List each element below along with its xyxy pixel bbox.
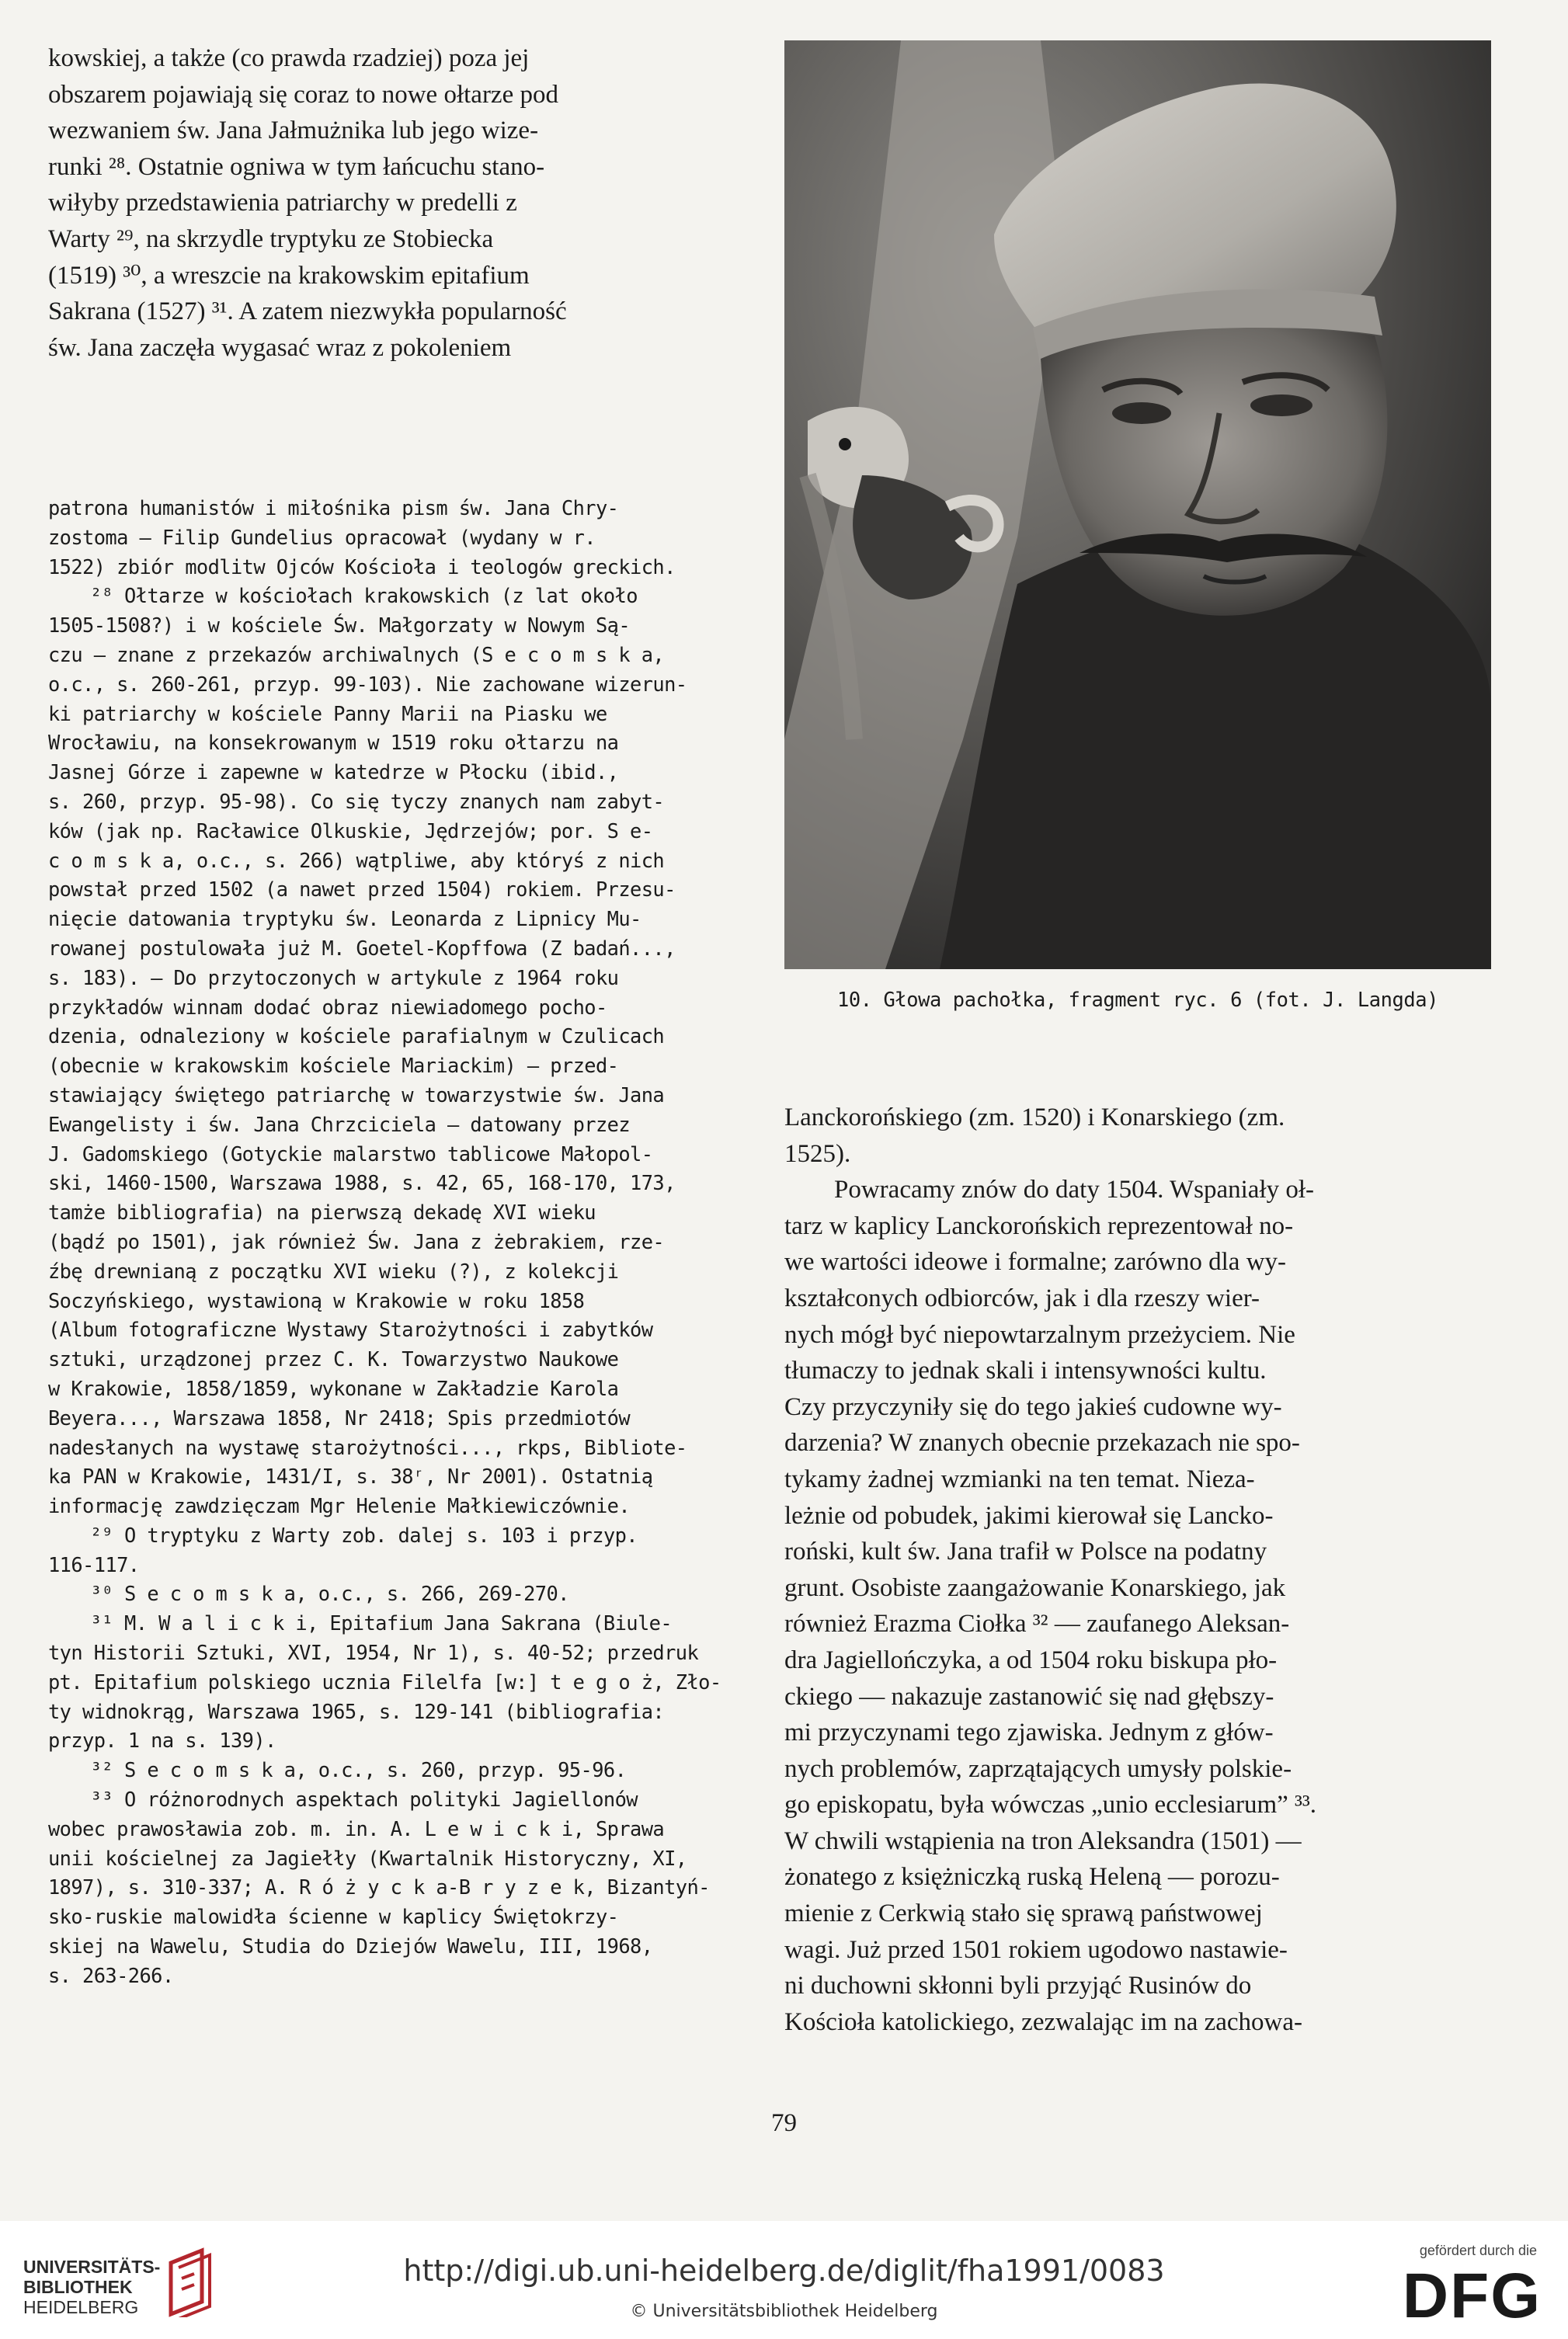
- page-number: 79: [771, 2109, 797, 2137]
- footnote-line: informację zawdzięczam Mgr Helenie Małkiewiczównie.: [48, 1494, 631, 1518]
- footnote-line: czu — znane z przekazów archiwalnych (S e c o m s k a,: [48, 642, 665, 666]
- text-line: 1525).: [784, 1139, 851, 1168]
- main-text-left: [48, 40, 752, 366]
- text-line: Powracamy znów do daty 1504. Wspaniały oł-: [834, 1176, 1315, 1204]
- figure-photo-servant-head: [784, 40, 1491, 969]
- footnote-line: ³⁰ S e c o m s k a, o.c., s. 266, 269-270.: [90, 1582, 569, 1606]
- footnote-line: 1522) zbiór modlitw Ojców Kościoła i teologów greckich.: [48, 554, 676, 579]
- footnote-line: Soczyńskiego, wystawioną w Krakowie w roku 1858: [48, 1288, 585, 1312]
- text-line: roński, kult św. Jana trafił w Polsce na podatny: [784, 1538, 1267, 1566]
- text-line: nych mógł być niepowtarzalnym przeżyciem. Nie: [784, 1320, 1295, 1349]
- text-line: również Erazma Ciołka ³² — zaufanego Aleksan-: [784, 1610, 1290, 1639]
- footnote-line: s. 263-266.: [48, 1963, 174, 1987]
- footnote-line: źbę drewnianą z początku XVI wieku (?), z kolekcji: [48, 1259, 619, 1283]
- main-text-right: [784, 1100, 1496, 2040]
- text-line: obszarem pojawiają się coraz to nowe ołtarze pod: [48, 80, 558, 109]
- copyright-notice: © Universitätsbibliothek Heidelberg: [630, 2302, 938, 2321]
- footnote-line: tyn Historii Sztuki, XVI, 1954, Nr 1), s. 40-52; przedruk: [48, 1641, 699, 1665]
- text-line: kształconych odbiorców, jak i dla rzeszy wier-: [784, 1284, 1260, 1312]
- footnote-line: ty widnokrąg, Warszawa 1965, s. 129-141 (bibliografia:: [48, 1699, 665, 1723]
- footnote-line: przyp. 1 na s. 139).: [48, 1729, 276, 1753]
- footnote-line: ²⁸ Ołtarze w kościołach krakowskich (z lat około: [90, 584, 638, 608]
- footnote-line: pt. Epitafium polskiego ucznia Filelfa [w:] t e g o ż, Zło-: [48, 1670, 721, 1694]
- library-name-line3: HEIDELBERG: [23, 2297, 139, 2317]
- funding-caption: gefördert durch die: [1419, 2243, 1537, 2258]
- footnote-line: wobec prawosławia zob. m. in. A. L e w i c k i, Sprawa: [48, 1816, 665, 1840]
- text-line: dra Jagiellończyka, a od 1504 roku biskupa pło-: [784, 1646, 1278, 1674]
- footnote-line: ²⁹ O tryptyku z Warty zob. dalej s. 103 i przyp.: [90, 1523, 638, 1547]
- footnote-line: (bądź po 1501), jak również Św. Jana z żebrakiem, rze-: [48, 1229, 665, 1253]
- text-line: tarz w kaplicy Lanckorońskich reprezentował no-: [784, 1211, 1294, 1240]
- footnote-line: o.c., s. 260-261, przyp. 99-103). Nie zachowane wizerun-: [48, 672, 687, 696]
- text-line: żonatego z księżniczką ruską Heleną — porozu-: [784, 1863, 1280, 1892]
- text-line: kowskiej, a także (co prawda rzadziej) poza jej: [48, 44, 530, 72]
- footnote-line: 116-117.: [48, 1552, 140, 1576]
- text-line: wagi. Już przed 1501 rokiem ugodowo nastawie-: [784, 1935, 1288, 1964]
- text-line: ni duchowni skłonni byli przyjąć Rusinów do: [784, 1972, 1252, 2000]
- footnote-line: w Krakowie, 1858/1859, wykonane w Zakładzie Karola: [48, 1376, 619, 1400]
- footnote-line: (obecnie w krakowskim kościele Mariackim) — przed-: [48, 1054, 619, 1078]
- footnote-line: s. 183). — Do przytoczonych w artykule z 1964 roku: [48, 965, 619, 989]
- footnotes: [48, 494, 752, 1991]
- text-line: św. Jana zaczęła wygasać wraz z pokoleniem: [48, 333, 512, 362]
- text-line: leżnie od pobudek, jakimi kierował się Lancko-: [784, 1501, 1274, 1530]
- footnote-line: s. 260, przyp. 95-98). Co się tyczy znanych nam zabyt-: [48, 789, 665, 813]
- bleed-through-mark: [78, 2089, 82, 2105]
- footnote-line: powstał przed 1502 (a nawet przed 1504) rokiem. Przesu-: [48, 878, 676, 902]
- footnote-line: przykładów winnam dodać obraz niewiadomego pocho-: [48, 995, 607, 1019]
- text-line: wiłyby przedstawienia patriarchy w predelli z: [48, 189, 517, 217]
- footnote-line: Ewangelisty i św. Jana Chrzciciela — datowany przez: [48, 1112, 631, 1136]
- text-line: mi przyczynami tego zjawiska. Jednym z głów-: [784, 1719, 1274, 1747]
- text-line: ckiego — nakazuje zastanowić się nad głębszy-: [784, 1682, 1274, 1711]
- footnote-line: Wrocławiu, na konsekrowanym w 1519 roku ołtarzu na: [48, 731, 619, 755]
- viewer-footer: [0, 2221, 1568, 2339]
- footnote-line: ski, 1460-1500, Warszawa 1988, s. 42, 65, 168-170, 173,: [48, 1171, 676, 1195]
- footnote-line: 1897), s. 310-337; A. R ó ż y c k a-B r y z e k, Bizantyń-: [48, 1875, 710, 1899]
- text-line: Warty ²⁹, na skrzydle tryptyku ze Stobiecka: [48, 224, 494, 253]
- text-line: wezwaniem św. Jana Jałmużnika lub jego wize-: [48, 116, 539, 145]
- text-line: mienie z Cerkwią stało się sprawą państwowej: [784, 1899, 1263, 1928]
- footnote-line: ³¹ M. W a l i c k i, Epitafium Jana Sakrana (Biule-: [90, 1611, 673, 1635]
- footnote-line: zostoma — Filip Gundelius opracował (wydany w r.: [48, 525, 596, 549]
- footnote-line: nięcie datowania tryptyku św. Leonarda z Lipnicy Mu-: [48, 907, 641, 931]
- footnote-line: skiej na Wawelu, Studia do Dziejów Wawelu, III, 1968,: [48, 1934, 653, 1958]
- footnote-line: J. Gadomskiego (Gotyckie malarstwo tablicowe Małopol-: [48, 1142, 653, 1166]
- footnote-line: unii kościelnej za Jagiełły (Kwartalnik Historyczny, XI,: [48, 1846, 687, 1870]
- footnote-line: patrona humanistów i miłośnika pism św. Jana Chry-: [48, 496, 619, 520]
- text-line: W chwili wstąpienia na tron Aleksandra (1501) —: [784, 1826, 1302, 1855]
- footnote-line: rowanej postulowała już M. Goetel-Kopffowa (Z badań...,: [48, 936, 676, 960]
- footnote-line: sko-ruskie malowidła ścienne w kaplicy Świętokrzy-: [48, 1905, 619, 1929]
- footnote-line: ka PAN w Krakowie, 1431/I, s. 38ʳ, Nr 2001). Ostatnią: [48, 1465, 653, 1489]
- text-line: nych problemów, zaprzątających umysły polskie-: [784, 1754, 1292, 1783]
- footnote-line: Jasnej Górze i zapewne w katedrze w Płocku (ibid.,: [48, 760, 619, 784]
- dfg-logo[interactable]: DFG: [1402, 2261, 1542, 2331]
- text-line: (1519) ³⁰, a wreszcie na krakowskim epitafium: [48, 261, 530, 290]
- footnote-line: sztuki, urządzonej przez C. K. Towarzystwo Naukowe: [48, 1347, 619, 1371]
- footnote-line: ki patriarchy w kościele Panny Marii na Piasku we: [48, 701, 607, 725]
- text-line: Lanckorońskiego (zm. 1520) i Konarskiego (zm.: [784, 1103, 1285, 1131]
- footnote-line: (Album fotograficzne Wystawy Starożytności i zabytków: [48, 1318, 653, 1342]
- library-name-line1: UNIVERSITÄTS-: [23, 2257, 161, 2277]
- text-line: we wartości ideowe i formalne; zarówno dla wy-: [784, 1248, 1287, 1277]
- figure-caption: 10. Głowa pachołka, fragment ryc. 6 (fot. J. Langda): [836, 988, 1439, 1011]
- footnote-line: ³² S e c o m s k a, o.c., s. 260, przyp. 95-96.: [90, 1758, 627, 1782]
- footnote-line: stawiający świętego patriarchę w towarzystwie św. Jana: [48, 1083, 665, 1107]
- footnote-line: dzenia, odnaleziony w kościele parafialnym w Czulicach: [48, 1024, 665, 1048]
- footnote-line: nadesłanych na wystawę starożytności..., rkps, Bibliote-: [48, 1435, 687, 1459]
- text-line: Czy przyczyniły się do tego jakieś cudowne wy-: [784, 1392, 1282, 1421]
- library-name-line2: BIBLIOTHEK: [23, 2277, 133, 2297]
- footnote-line: Beyera..., Warszawa 1858, Nr 2418; Spis przedmiotów: [48, 1406, 631, 1430]
- text-line: tykamy żadnej wzmianki na ten temat. Nieza-: [784, 1465, 1255, 1493]
- footnote-line: c o m s k a, o.c., s. 266) wątpliwe, aby któryś z nich: [48, 848, 665, 872]
- text-line: go episkopatu, była wówczas „unio ecclesiarum” ³³.: [784, 1791, 1317, 1819]
- text-line: darzenia? W znanych obecnie przekazach nie spo-: [784, 1429, 1300, 1458]
- text-line: runki ²⁸. Ostatnie ogniwa w tym łańcuchu stano-: [48, 152, 545, 181]
- text-line: Kościoła katolickiego, zezwalając im na zachowa-: [784, 2007, 1303, 2036]
- footnote-line: 1505-1508?) i w kościele Św. Małgorzaty w Nowym Są-: [48, 613, 631, 638]
- footnote-line: ków (jak np. Racławice Olkuskie, Jędrzejów; por. S e-: [48, 818, 653, 843]
- text-line: tłumaczy to jednak skali i intensywności kultu.: [784, 1357, 1267, 1385]
- footnote-line: ³³ O różnorodnych aspektach polityki Jagiellonów: [90, 1788, 638, 1812]
- text-line: grunt. Osobiste zaangażowanie Konarskiego, jak: [784, 1573, 1286, 1602]
- text-line: Sakrana (1527) ³¹. A zatem niezwykła popularność: [48, 297, 567, 326]
- footnote-line: tamże bibliografia) na pierwszą dekadę XVI wieku: [48, 1201, 596, 1225]
- permalink-url[interactable]: http://digi.ub.uni-heidelberg.de/diglit/fha1991/0083: [403, 2254, 1165, 2288]
